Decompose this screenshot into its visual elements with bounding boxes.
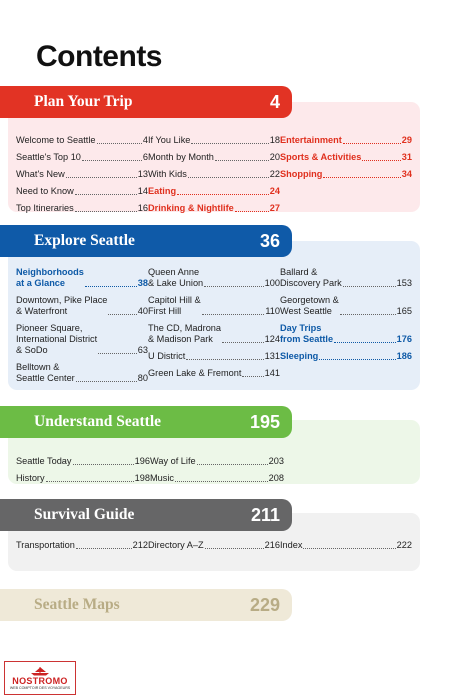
toc-entry-highlight[interactable]: Sleeping 186 [280, 351, 412, 361]
section-header-understand[interactable] [0, 406, 292, 438]
section-header-maps[interactable] [0, 589, 292, 621]
section-page: 229 [249, 594, 280, 615]
toc-entry[interactable]: What's New 13 [16, 169, 148, 179]
toc-entry-highlight[interactable]: Eating 24 [148, 186, 280, 196]
section-page: 36 [259, 230, 280, 251]
toc-entry[interactable]: With Kids 22 [148, 169, 280, 179]
toc-entry[interactable]: Seattle Today 196 [16, 456, 150, 466]
toc-entry-highlight[interactable]: Neighborhoods at a Glance 38 [16, 267, 148, 288]
toc-entry-highlight[interactable]: Sports & Activities 31 [280, 152, 412, 162]
section-page: 195 [249, 411, 280, 432]
toc-entry[interactable]: If You Like 18 [148, 135, 280, 145]
toc-column [150, 450, 284, 484]
logo-name: NOSTROMO [12, 675, 68, 686]
toc-entry-highlight[interactable]: Entertainment 29 [280, 135, 412, 145]
section-header-plan[interactable] [0, 86, 292, 118]
toc-entry-highlight[interactable]: Day Trips from Seattle 176 [280, 323, 412, 344]
section-header-explore[interactable] [0, 225, 292, 257]
section-plan-your-trip [0, 86, 420, 212]
toc-entry[interactable]: Capitol Hill & First Hill 110 [148, 295, 280, 316]
toc-column [148, 267, 280, 384]
toc-entry[interactable]: Downtown, Pike Place & Waterfront 40 [16, 295, 148, 316]
section-seattle-maps [0, 589, 420, 621]
toc-entry[interactable]: Month by Month 20 [148, 152, 280, 162]
toc-entry[interactable]: Pioneer Square, International District & SoDo 63 [16, 323, 148, 355]
toc-entry[interactable]: Way of Life 203 [150, 456, 284, 466]
ship-icon [29, 666, 51, 676]
toc-column [280, 129, 412, 214]
logo-tagline: WEB COMPTOIR DES VOYAGEURS [9, 685, 71, 690]
toc-entry[interactable]: History 198 [16, 473, 150, 483]
toc-entry[interactable]: Seattle's Top 10 6 [16, 152, 148, 162]
section-title: Explore Seattle [34, 232, 135, 249]
section-survival-guide [0, 499, 420, 571]
toc-entry[interactable]: Ballard & Discovery Park 153 [280, 267, 412, 288]
section-explore-seattle [0, 225, 420, 390]
page-title: Contents [36, 40, 162, 73]
toc-entry[interactable]: Belltown & Seattle Center 80 [16, 362, 148, 383]
toc-entry[interactable]: Music 208 [150, 473, 284, 483]
toc-entry[interactable]: Directory A–Z 216 [148, 540, 280, 550]
toc-column [16, 540, 148, 551]
section-page: 4 [269, 91, 280, 112]
toc-column [280, 267, 412, 384]
toc-entry-highlight[interactable]: Drinking & Nightlife 27 [148, 203, 280, 213]
toc-entry[interactable]: Green Lake & Fremont 141 [148, 368, 280, 378]
section-title: Plan Your Trip [34, 93, 133, 110]
toc-entry[interactable]: U District 131 [148, 351, 280, 361]
section-understand-seattle [0, 406, 420, 484]
section-title: Understand Seattle [34, 413, 162, 430]
toc-column [16, 267, 148, 384]
toc-column [16, 450, 150, 484]
toc-entry[interactable]: Queen Anne & Lake Union 100 [148, 267, 280, 288]
toc-column [16, 129, 148, 214]
toc-entry[interactable]: The CD, Madrona & Madison Park 124 [148, 323, 280, 344]
toc-entry[interactable]: Index 222 [280, 540, 412, 550]
section-title: Seattle Maps [34, 596, 120, 613]
toc-column [148, 540, 280, 551]
toc-entry[interactable]: Transportation 212 [16, 540, 148, 550]
toc-entry-highlight[interactable]: Shopping 34 [280, 169, 412, 179]
section-page: 211 [250, 504, 280, 525]
toc-column [280, 540, 412, 551]
toc-entry[interactable]: Georgetown & West Seattle 165 [280, 295, 412, 316]
toc-column [148, 129, 280, 214]
nostromo-logo [4, 661, 76, 695]
toc-entry[interactable]: Need to Know 14 [16, 186, 148, 196]
toc-entry[interactable]: Welcome to Seattle 4 [16, 135, 148, 145]
section-header-survival[interactable] [0, 499, 292, 531]
toc-entry[interactable]: Top Itineraries 16 [16, 203, 148, 213]
section-title: Survival Guide [34, 506, 135, 523]
